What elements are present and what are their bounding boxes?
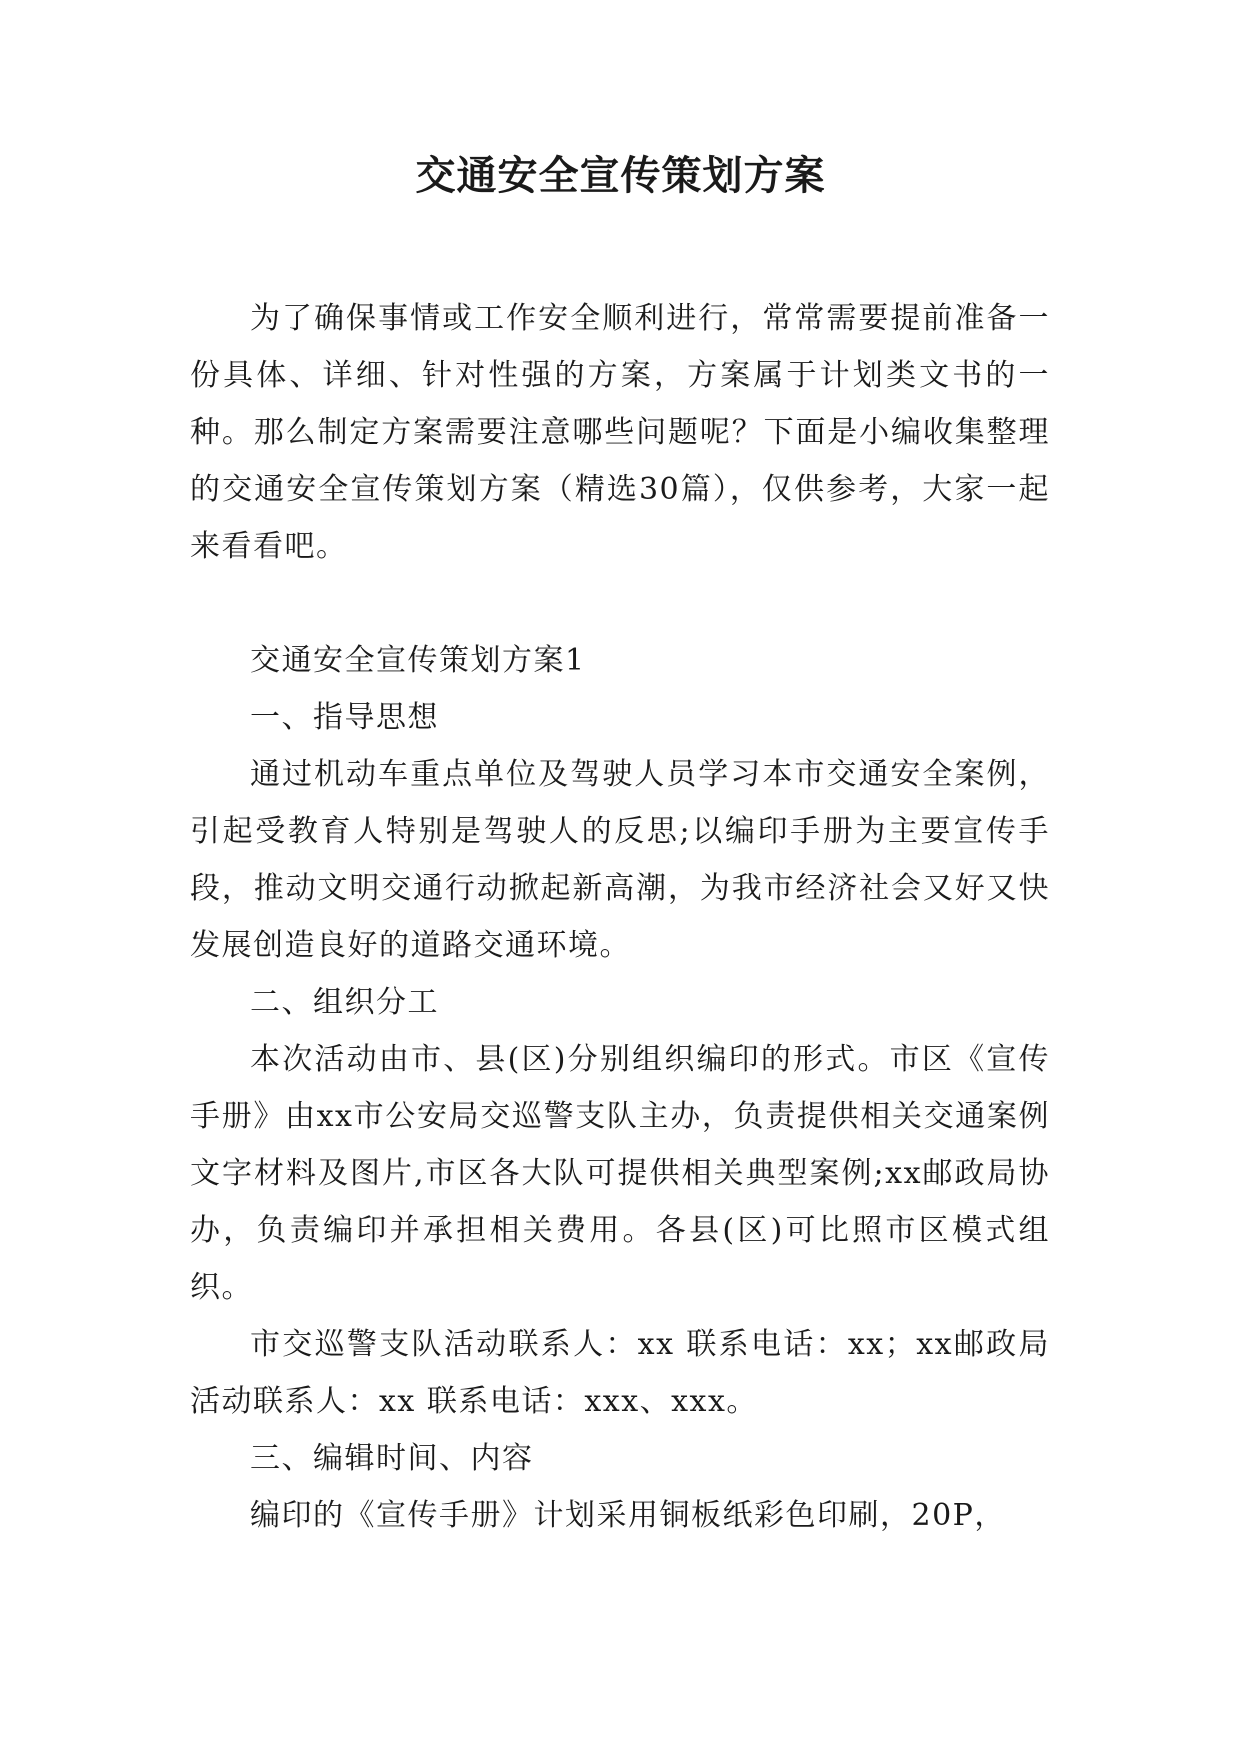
document-body <box>190 290 1050 1544</box>
heading-editing-time-content: 三、编辑时间、内容 <box>250 1441 534 1476</box>
contact-paragraph: 市交巡警支队活动联系人：xx 联系电话：xx；xx邮政局活动联系人：xx 联系电话：xxx、xxx。 <box>190 1327 1050 1419</box>
editing-paragraph: 编印的《宣传手册》计划采用铜板纸彩色印刷，20P， <box>250 1498 1006 1533</box>
section-title: 交通安全宣传策划方案1 <box>250 643 586 678</box>
guiding-ideology-paragraph: 通过机动车重点单位及驾驶人员学习本市交通安全案例，引起受教育人特别是驾驶人的反思;以编印手册为主要宣传手段，推动文明交通行动掀起新高潮，为我市经济社会又好又快发展创造良好的道路交通环境。 <box>190 757 1050 963</box>
heading-organization: 二、组织分工 <box>250 985 439 1020</box>
paragraph-spacer <box>190 575 1050 632</box>
heading-guiding-ideology: 一、指导思想 <box>250 700 439 735</box>
intro-paragraph: 为了确保事情或工作安全顺利进行，常常需要提前准备一份具体、详细、针对性强的方案，方案属于计划类文书的一种。那么制定方案需要注意哪些问题呢？下面是小编收集整理的交通安全宣传策划方案（精选30篇），仅供参考，大家一起来看看吧。 <box>190 301 1050 564</box>
document-title: 交通安全宣传策划方案 <box>415 152 826 199</box>
organization-paragraph: 本次活动由市、县(区)分别组织编印的形式。市区《宣传手册》由xx市公安局交巡警支队主办，负责提供相关交通案例文字材料及图片,市区各大队可提供相关典型案例;xx邮政局协办，负责编印并承担相关费用。各县(区)可比照市区模式组织。 <box>190 1042 1050 1305</box>
